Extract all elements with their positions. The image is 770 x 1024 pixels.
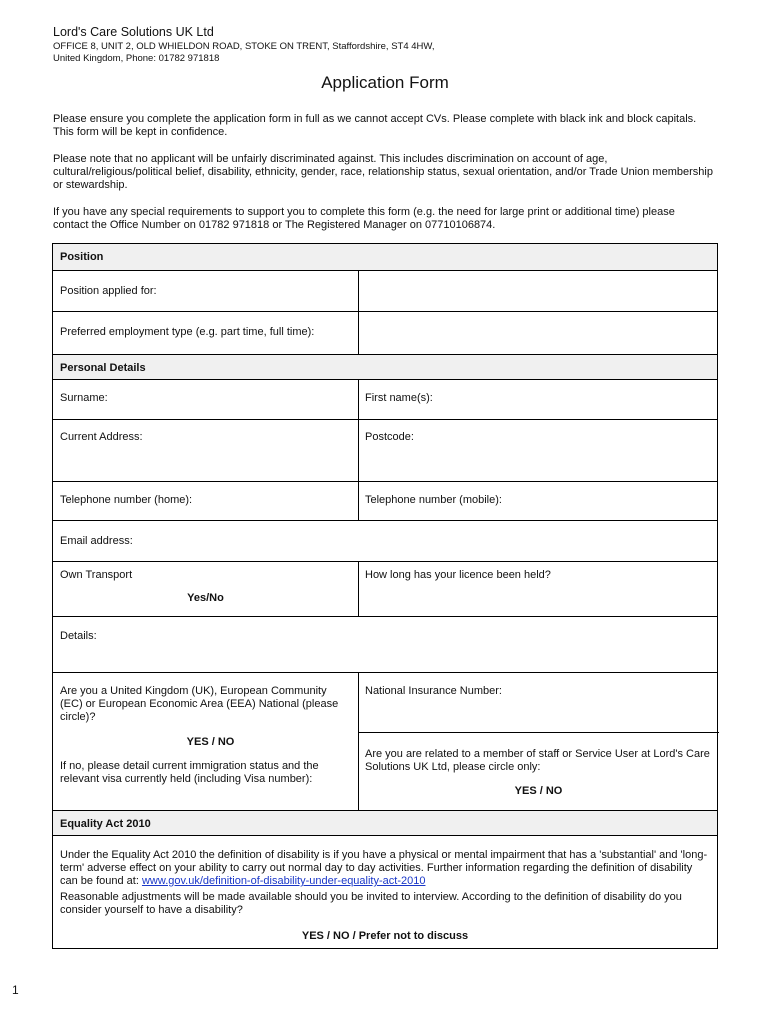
licence-held-label: How long has your licence been held? (365, 569, 551, 581)
position-applied-field[interactable] (359, 271, 717, 311)
equality-paragraph (60, 849, 710, 888)
row-divider (53, 616, 717, 617)
position-section-header: Position (53, 244, 717, 271)
row-divider (53, 561, 717, 562)
postcode-label: Postcode: (365, 431, 414, 443)
page-title: Application Form (321, 73, 449, 92)
row-divider (53, 520, 717, 521)
reasonable-adjustments-text: Reasonable adjustments will be made available should you be invited to interview. According to the definition of disability do you consider yourself to have a disability? (60, 891, 682, 916)
row-divider (53, 419, 717, 420)
page-number: 1 (12, 983, 19, 997)
row-divider (53, 481, 717, 482)
disability-definition-link[interactable]: www.gov.uk/definition-of-disability-under-equality-act-2010 (141, 875, 426, 887)
column-divider (358, 380, 359, 520)
related-question: Are you are related to a member of staff or Service User at Lord's Care Solutions UK Ltd, please circle only: (365, 748, 710, 773)
intro-paragraph-2: Please note that no applicant will be unfairly discriminated against. This includes discrimination on account of age, cultural/religious/political belief, disability, ethnicity, gender, race, relationship status, sexual orientation, and/or Trade Union membership or stewardship. (53, 153, 713, 191)
company-address (53, 41, 513, 65)
address-line-2: United Kingdom, Phone: 01782 971818 (53, 53, 220, 64)
telephone-home-label: Telephone number (home): (60, 494, 193, 506)
employment-type-field[interactable] (359, 312, 717, 353)
related-answer[interactable]: YES / NO (514, 785, 563, 797)
equality-act-header: Equality Act 2010 (53, 810, 717, 836)
personal-details-header: Personal Details (53, 354, 717, 380)
intro-paragraph-1: Please ensure you complete the application form in full as we cannot accept CVs. Please complete with black ink and block capitals. This form will be kept in confidence. (53, 113, 697, 138)
immigration-status-label: If no, please detail current immigration status and the relevant visa currently held (including Visa number): (60, 760, 319, 785)
row-divider (358, 732, 719, 733)
application-form-table (52, 243, 718, 949)
company-name: Lord's Care Solutions UK Ltd (53, 25, 214, 39)
intro-paragraph-3: If you have any special requirements to support you to complete this form (e.g. the need for large print or additional time) please contact the Office Number on 01782 971818 or The Registered Manager on 07710106874. (53, 206, 675, 231)
current-address-label: Current Address: (60, 431, 143, 443)
first-names-label: First name(s): (365, 392, 433, 404)
email-label: Email address: (60, 535, 133, 547)
details-label: Details: (60, 630, 97, 642)
telephone-mobile-label: Telephone number (mobile): (365, 494, 502, 506)
surname-label: Surname: (60, 392, 108, 404)
disability-answer[interactable]: YES / NO / Prefer not to discuss (301, 930, 469, 942)
eea-answer[interactable]: YES / NO (186, 736, 235, 748)
address-line-1: OFFICE 8, UNIT 2, OLD WHIELDON ROAD, STOKE ON TRENT, Staffordshire, ST4 4HW, (53, 41, 435, 52)
national-insurance-label: National Insurance Number: (365, 685, 502, 697)
column-divider (358, 561, 359, 616)
own-transport-label: Own Transport (60, 569, 133, 581)
row-divider (53, 672, 717, 673)
position-applied-label: Position applied for: (60, 285, 157, 297)
own-transport-yes-no[interactable]: Yes/No (187, 592, 224, 604)
eea-question: Are you a United Kingdom (UK), European Community (EC) or European Economic Area (EEA) National (please circle)? (60, 685, 339, 723)
equality-text: Under the Equality Act 2010 the definition of disability is if you have a physical or mental impairment that has a 'substantial' and 'long-term' adverse effect on your ability to carry out normal day to day activities. Further information regarding the definition of disability can be found at: (60, 849, 708, 887)
employment-type-label: Preferred employment type (e.g. part time, full time): (60, 326, 315, 338)
